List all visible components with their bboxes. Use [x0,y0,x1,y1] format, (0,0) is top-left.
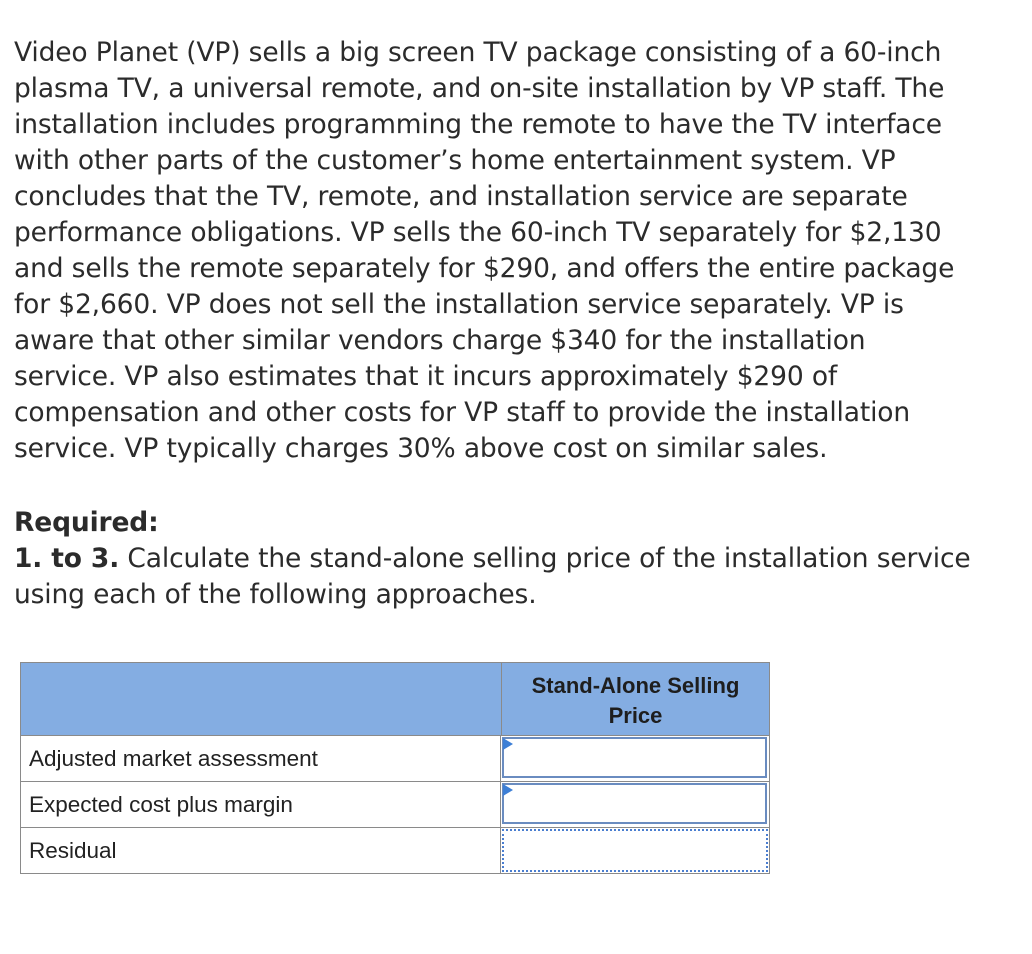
residual-answer-cell[interactable] [501,828,769,873]
adjusted-market-input[interactable] [502,737,767,778]
table-row [21,828,769,873]
problem-line: service. VP also estimates that it incurs approximately $290 of [14,361,838,392]
problem-line: with other parts of the customer’s home entertainment system. VP [14,145,896,176]
problem-line: plasma TV, a universal remote, and on-site installation by VP staff. The [14,73,945,104]
table-header-row [21,663,769,736]
input-cell [501,736,769,781]
cell-marker-icon [503,738,513,750]
header-label-cell [21,663,502,735]
problem-line: for $2,660. VP does not sell the installation service separately. VP is [14,289,904,320]
cell-marker-icon [503,784,513,796]
required-item-continuation: using each of the following approaches. [14,579,537,610]
required-item-text: Calculate the stand-alone selling price of the installation service [119,543,971,574]
header-stand-alone-price [502,663,769,735]
row-label-adjusted-market: Adjusted market assessment [21,736,501,781]
required-item-number: 1. to 3. [14,543,120,574]
problem-line: Video Planet (VP) sells a big screen TV package consisting of a 60-inch [14,37,942,68]
row-label-expected-cost: Expected cost plus margin [21,782,501,827]
answer-table [20,662,770,874]
problem-line: compensation and other costs for VP staff to provide the installation [14,397,911,428]
problem-line: installation includes programming the remote to have the TV interface [14,109,942,140]
required-heading: Required: [14,507,159,538]
problem-line: aware that other similar vendors charge $340 for the installation [14,325,866,356]
problem-statement [14,35,1026,467]
row-label-residual: Residual [21,828,501,873]
problem-line: concludes that the TV, remote, and installation service are separate [14,181,908,212]
expected-cost-input[interactable] [502,783,767,824]
problem-line: service. VP typically charges 30% above cost on similar sales. [14,433,828,464]
problem-line: performance obligations. VP sells the 60-inch TV separately for $2,130 [14,217,942,248]
required-section [14,505,1026,613]
problem-line: and sells the remote separately for $290, and offers the entire package [14,253,955,284]
input-cell [501,782,769,827]
header-line: Stand-Alone Selling [531,673,740,698]
header-line: Price [608,703,663,728]
table-row [21,736,769,782]
required-item [14,541,1026,577]
residual-dotted-box[interactable] [502,829,768,872]
table-row [21,782,769,828]
